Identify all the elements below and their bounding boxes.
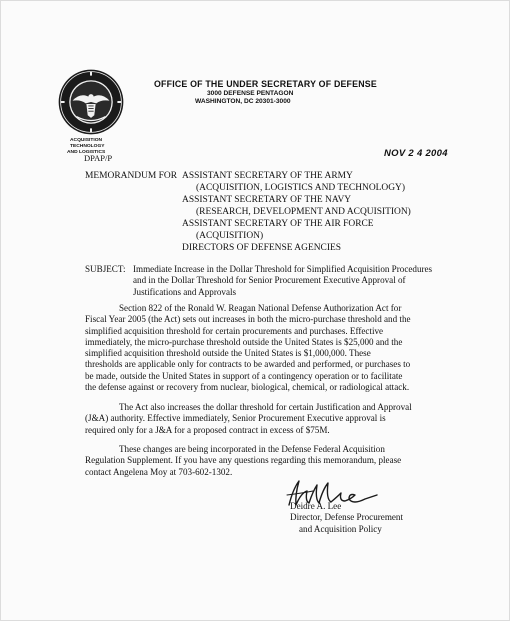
memo-date: NOV 2 4 2004 [384, 148, 448, 159]
address-line-1: 3000 DEFENSE PENTAGON [207, 90, 294, 97]
addressee-line-7: DIRECTORS OF DEFENSE AGENCIES [182, 243, 341, 253]
body-line: the defense against or recovery from nuclear, biological, chemical, or radiological attack. [85, 381, 410, 392]
body-line: simplified acquisition threshold for certain procurements and purchases. Effective [85, 325, 384, 336]
office-title: OFFICE OF THE UNDER SECRETARY OF DEFENSE [154, 79, 377, 89]
addressee-line-1: ASSISTANT SECRETARY OF THE ARMY [182, 171, 353, 181]
office-side-line-1: ACQUISITION [70, 138, 103, 143]
signer-title-2: and Acquisition Policy [299, 523, 382, 534]
body-line: (J&A) authority. Effective immediately, Senior Procurement Executive approval is [85, 413, 386, 424]
body-paragraph-1 [85, 303, 439, 393]
subject-text: Immediate Increase in the Dollar Threshold for Simplified Acquisition Procedures and in the Dollar Threshold for Senior Procurement Executive Approval of Justifications and Approvals [133, 264, 433, 297]
body-line: be made, outside the United States in support of a contingency operation or to facilitate [85, 370, 403, 381]
signature-block [290, 501, 403, 535]
body-line: These changes are being incorporated in the Defense Federal Acquisition [119, 444, 385, 454]
addressee-line-4: (RESEARCH, DEVELOPMENT AND ACQUISITION) [196, 207, 411, 217]
body-line: Section 822 of the Ronald W. Reagan National Defense Authorization Act for [119, 303, 402, 313]
office-side-line-3: AND LOGISTICS [67, 150, 106, 155]
body-line: simplified acquisition threshold outside the United States is $1,000,000. These [85, 348, 371, 358]
body-line: required only for a J&A for a proposed contract in excess of $75M. [85, 424, 330, 435]
body-line: thresholds are applicable only for contracts to be awarded and performed, or purchases to [85, 359, 411, 370]
memo-to-label: MEMORANDUM FOR [85, 171, 178, 181]
body-line: immediately, the micro-purchase threshold outside the United States is $25,000 and the [85, 336, 403, 347]
addressee-line-6: (ACQUISITION) [196, 231, 264, 241]
body-paragraph-3 [85, 444, 439, 478]
subject-label: SUBJECT: [85, 264, 126, 274]
body-line: contact Angelena Moy at 703-602-1302. [85, 466, 233, 477]
body-paragraph-2 [85, 402, 439, 436]
addressee-line-5: ASSISTANT SECRETARY OF THE AIR FORCE [182, 219, 374, 229]
body-line: Fiscal Year 2005 (the Act) sets out increases in both the micro-purchase threshold and the [85, 314, 411, 325]
signer-title-1: Director, Defense Procurement [290, 512, 404, 523]
signer-name: Deidre A. Lee [290, 501, 342, 511]
body-line: Regulation Supplement. If you have any questions regarding this memorandum, please [85, 455, 402, 466]
office-side-line-2: TECHNOLOGY [70, 144, 105, 149]
body-line: The Act also increases the dollar threshold for certain Justification and Approval [119, 402, 412, 412]
addressee-line-3: ASSISTANT SECRETARY OF THE NAVY [182, 195, 352, 205]
department-of-defense-seal-icon [58, 69, 124, 135]
address-line-2: WASHINGTON, DC 20301-3000 [195, 98, 291, 105]
addressee-line-2: (ACQUISITION, LOGISTICS AND TECHNOLOGY) [196, 183, 406, 193]
office-code: DPAP/P [84, 153, 113, 163]
